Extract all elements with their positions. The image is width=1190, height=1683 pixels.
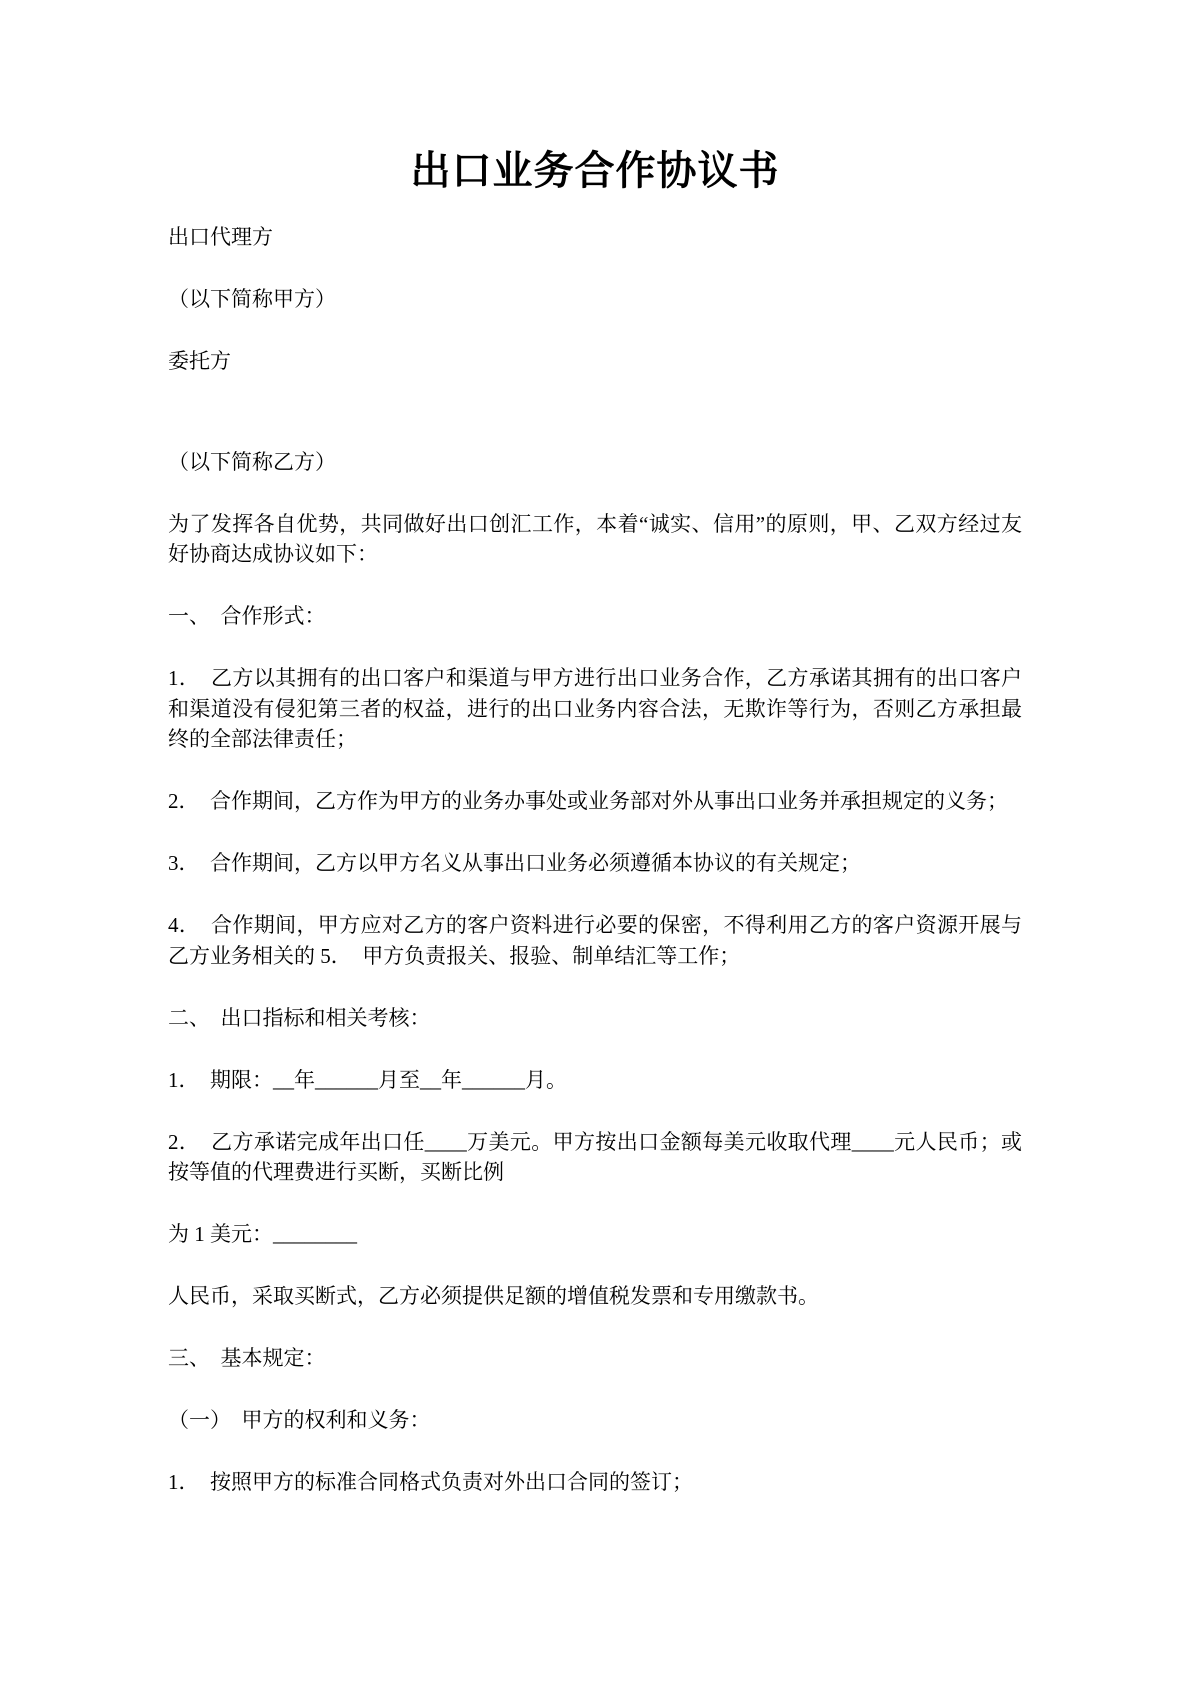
section-3-sub-1: （一） 甲方的权利和义务： — [168, 1408, 431, 1432]
party-a-label: 出口代理方 — [168, 225, 273, 249]
preamble: 为了发挥各自优势，共同做好出口创汇工作，本着“诚实、信用”的原则，甲、乙双方经过友好协商达成协议如下： — [168, 511, 1022, 566]
section-2-heading: 二、 出口指标和相关考核： — [168, 1005, 431, 1030]
party-a-alias: （以下简称甲方） — [168, 287, 336, 311]
section-2-item-1: 1． 期限：__年______月至__年______月。 — [168, 1067, 567, 1092]
section-3-item-1: 1． 按照甲方的标准合同格式负责对外出口合同的签订； — [168, 1470, 693, 1494]
rate-blank-line: 为 1 美元：________ — [168, 1222, 357, 1246]
section-1-item-1: 1． 乙方以其拥有的出口客户和渠道与甲方进行出口业务合作，乙方承诺其拥有的出口客户和渠道没有侵犯第三者的权益，进行的出口业务内容合法，无欺诈等行为，否则乙方承担最终的全部法律责任； — [168, 666, 1022, 751]
document-title: 出口业务合作协议书 — [410, 148, 780, 193]
document-page — [168, 0, 1022, 1498]
section-1-item-2: 2． 合作期间，乙方作为甲方的业务办事处或业务部对外从事出口业务并承担规定的义务； — [168, 789, 1008, 813]
section-1-heading: 一、 合作形式： — [168, 604, 326, 628]
party-b-alias: （以下简称乙方） — [168, 449, 336, 474]
section-3-heading: 三、 基本规定： — [168, 1346, 326, 1370]
section-2-item-2: 2． 乙方承诺完成年出口任____万美元。甲方按出口金额每美元收取代理____元人民币；或按等值的代理费进行买断，买断比例 — [168, 1129, 1022, 1184]
section-1-item-3: 3． 合作期间，乙方以甲方名义从事出口业务必须遵循本协议的有关规定； — [168, 851, 861, 875]
rate-continuation: 人民币，采取买断式，乙方必须提供足额的增值税发票和专用缴款书。 — [168, 1284, 819, 1308]
section-1-item-4: 4． 合作期间，甲方应对乙方的客户资料进行必要的保密，不得利用乙方的客户资源开展与乙方业务相关的 5． 甲方负责报关、报验、制单结汇等工作； — [168, 913, 1022, 968]
party-b-label: 委托方 — [168, 349, 231, 373]
